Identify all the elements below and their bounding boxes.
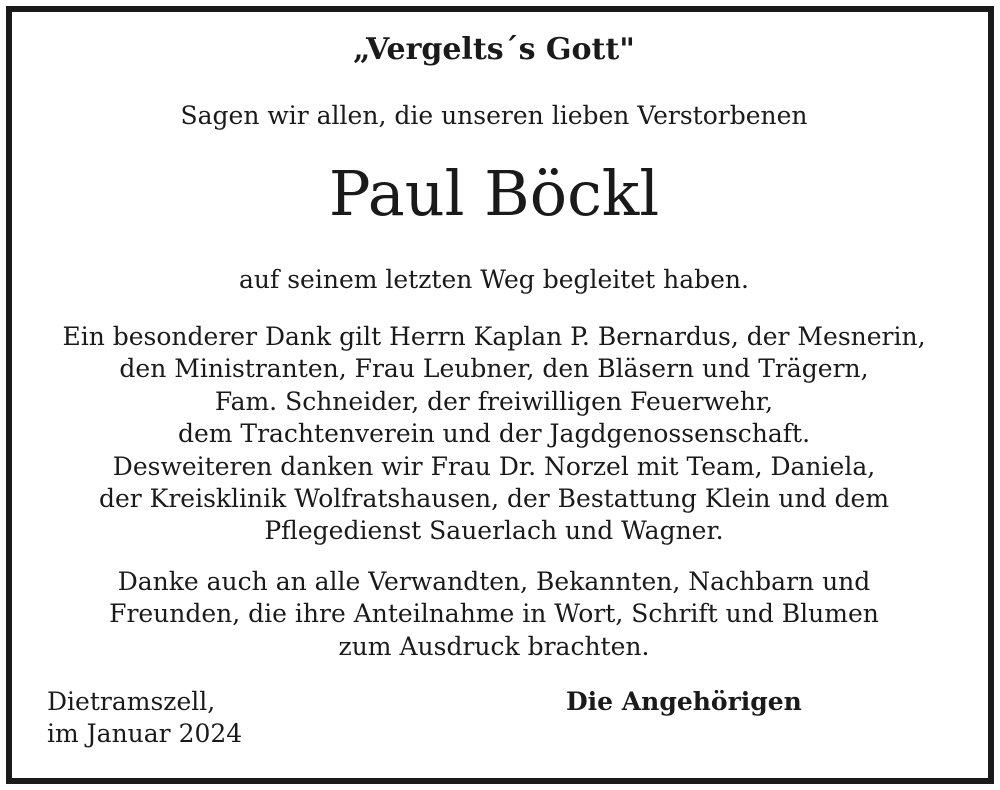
date-line: im Januar 2024 [47,719,243,748]
thanks-line: dem Trachtenverein und der Jagdgenossenschaft. [177,419,811,449]
deceased-name: Paul Böckl [328,157,660,230]
place-line: Dietramszell, [47,687,216,716]
thanks2-line: Freunden, die ihre Anteilnahme in Wort, Schrift und Blumen [109,599,879,629]
second-thanks-paragraph [0,566,988,663]
intro-text: Sagen wir allen, die unseren lieben Verstorbenen [180,101,808,130]
thanks2-line: zum Ausdruck brachten. [338,631,650,661]
thanks-line: der Kreisklinik Wolfratshausen, der Bestattung Klein und dem [98,484,890,514]
thanks-line: Desweiteren danken wir Frau Dr. Norzel mit Team, Daniela, [112,451,876,481]
place-and-date [47,686,242,750]
signature: Die Angehörigen [566,687,802,716]
after-name-text: auf seinem letzten Weg begleitet haben. [239,265,749,294]
thanks2-line: Danke auch an alle Verwandten, Bekannten, Nachbarn und [117,567,871,596]
thanks-line: Ein besonderer Dank gilt Herrn Kaplan P. Bernardus, der Mesnerin, [62,322,926,351]
thanks-line: Pflegedienst Sauerlach und Wagner. [264,516,724,546]
thanks-line: den Ministranten, Frau Leubner, den Bläsern und Trägern, [119,354,869,384]
notice-heading: „Vergelts´s Gott" [353,32,635,67]
thanks-line: Fam. Schneider, der freiwilligen Feuerwehr, [214,386,774,416]
thanks-paragraph [0,321,988,548]
